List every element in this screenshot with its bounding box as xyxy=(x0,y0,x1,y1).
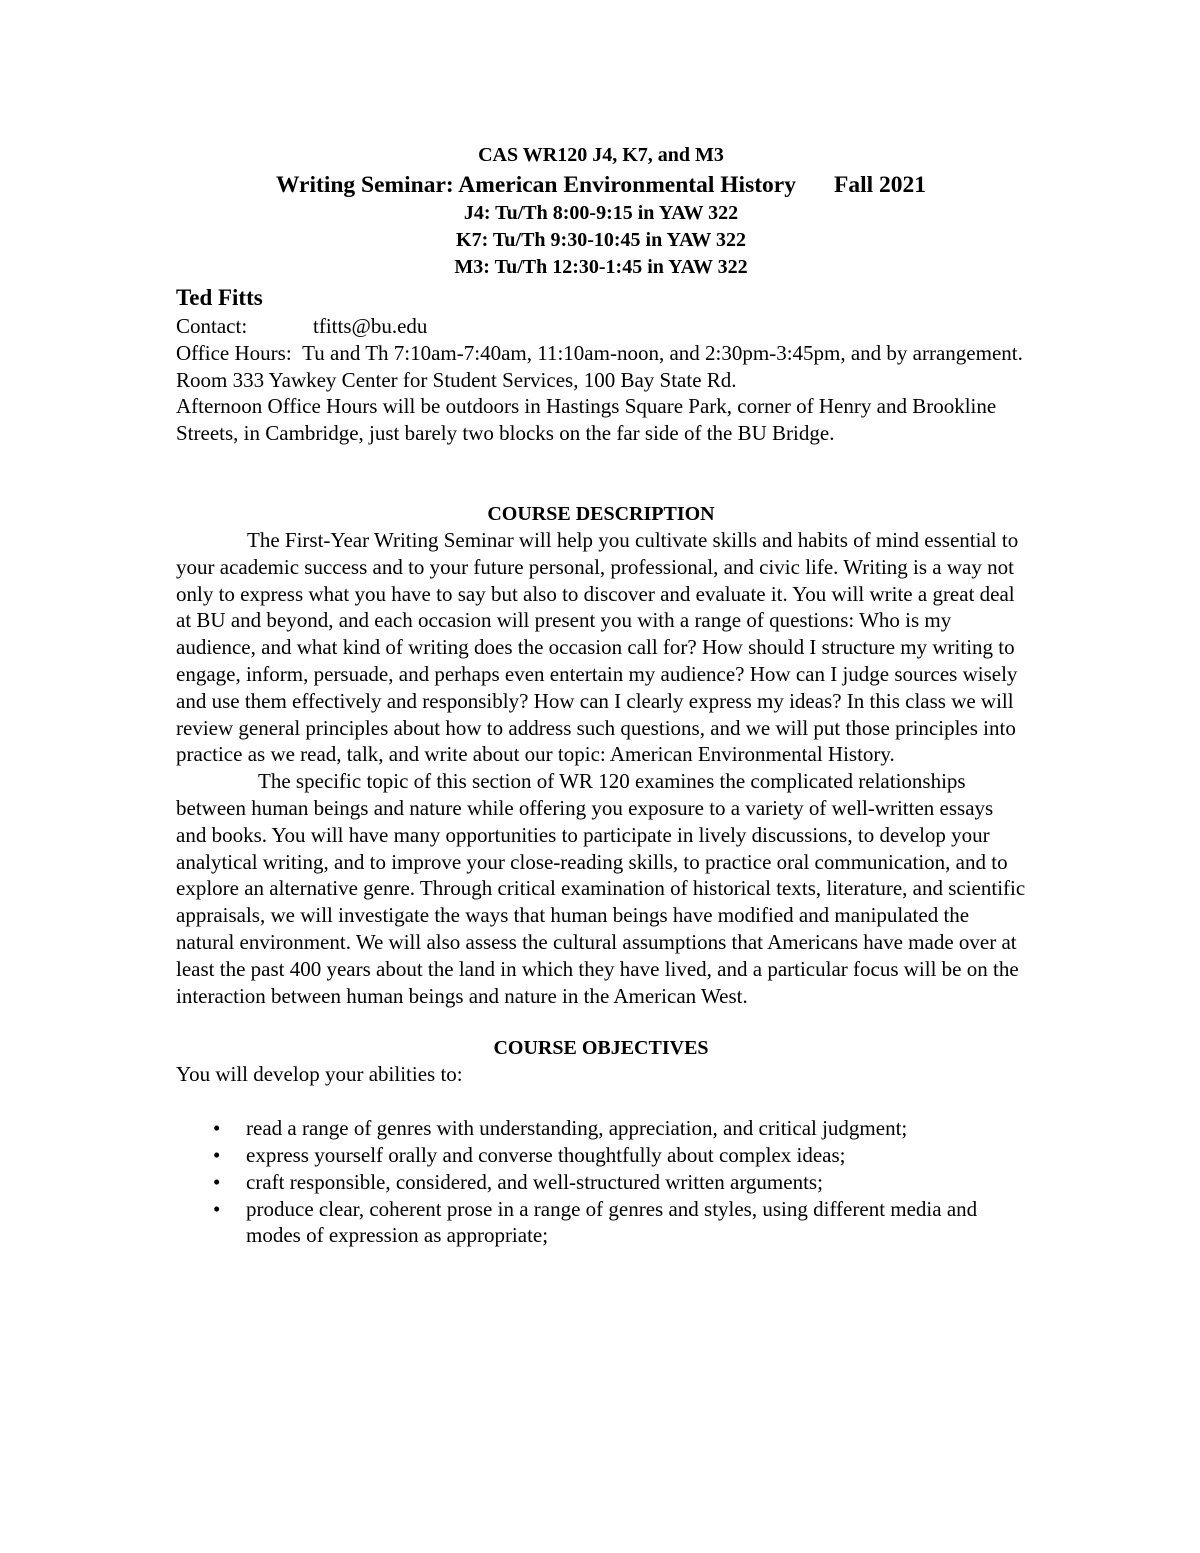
list-item xyxy=(176,1142,1026,1169)
course-objectives-heading: COURSE OBJECTIVES xyxy=(493,1037,709,1060)
afternoon-office-note: Afternoon Office Hours will be outdoors in Hastings Square Park, corner of Henry and Brookline Streets, in Cambridge, just barely two blocks on the far side of the BU Bridge. xyxy=(176,394,997,446)
course-description-heading: COURSE DESCRIPTION xyxy=(487,502,715,525)
office-hours-value: Tu and Th 7:10am-7:40am, 11:10am-noon, and 2:30pm-3:45pm, and by arrangement. xyxy=(302,340,1023,365)
section-k7: K7: Tu/Th 9:30-10:45 in YAW 322 xyxy=(456,229,746,251)
bullet-icon: • xyxy=(213,1142,221,1167)
seminar-title: Writing Seminar: American Environmental History xyxy=(275,172,796,198)
section-m3: M3: Tu/Th 12:30-1:45 in YAW 322 xyxy=(454,256,748,278)
contact-row xyxy=(176,313,1026,340)
office-hours-row xyxy=(176,340,1026,367)
list-item xyxy=(176,1196,1026,1250)
objective-text: produce clear, coherent prose in a range of genres and styles, using different media and modes of expression as appropriate; xyxy=(246,1196,978,1248)
spacer xyxy=(176,447,1026,501)
course-description-paragraph-1: The First-Year Writing Seminar will help you cultivate skills and habits of mind essential to your academic success and to your future personal, professional, and civic life. Writing is a way not only to express what you have to say but also to discover and evaluate it. You will write a great deal at BU and beyond, and each occasion will present you with a range of questions: Who is my audience, and what kind of writing does the occasion call for? How should I structure my writing to engage, inform, persuade, and perhaps even entertain my audience? How can I judge sources wisely and use them effectively and responsibly? How can I clearly express my ideas? In this class we will review general principles about how to address such questions, and we will put those principles into practice as we read, talk, and write about our topic: American Environmental History. xyxy=(176,527,1019,767)
course-description-paragraph-2: The specific topic of this section of WR 120 examines the complicated relationships between human beings and nature while offering you exposure to a variety of well-written essays and books. You will have many opportunities to participate in lively discussions, to develop your analytical writing, and to improve your close-reading skills, to practice oral communication, and to explore an alternative genre. Through critical examination of historical texts, literature, and scientific appraisals, we will investigate the ways that human beings have modified and manipulated the natural environment. We will also assess the cultural assumptions that Americans have made over at least the past 400 years about the land in which they have lived, and a particular focus will be on the interaction between human beings and nature in the American West. xyxy=(176,769,1026,1008)
seminar-title-line xyxy=(176,170,1026,200)
objectives-list xyxy=(176,1115,1026,1249)
bullet-icon: • xyxy=(213,1169,221,1194)
objective-text: craft responsible, considered, and well-structured written arguments; xyxy=(246,1169,823,1194)
office-hours-label: Office Hours: xyxy=(176,340,292,365)
section-j4: J4: Tu/Th 8:00-9:15 in YAW 322 xyxy=(463,202,739,224)
contact-label: Contact: xyxy=(176,314,248,338)
instructor-name: Ted Fitts xyxy=(176,285,263,310)
course-objectives-intro: You will develop your abilities to: xyxy=(176,1062,463,1087)
course-code: CAS WR120 J4, K7, and M3 xyxy=(478,144,724,166)
contact-email[interactable]: tfitts@bu.edu xyxy=(313,314,428,338)
syllabus-page xyxy=(176,140,1026,1249)
spacer xyxy=(176,1088,1026,1115)
bullet-icon: • xyxy=(213,1196,221,1221)
list-item xyxy=(176,1169,1026,1196)
bullet-icon: • xyxy=(213,1116,221,1141)
objective-text: express yourself orally and converse thoughtfully about complex ideas; xyxy=(246,1142,846,1167)
term: Fall 2021 xyxy=(833,172,927,198)
office-room: Room 333 Yawkey Center for Student Services, 100 Bay State Rd. xyxy=(176,367,737,392)
objective-text: read a range of genres with understanding, appreciation, and critical judgment; xyxy=(246,1116,908,1141)
spacer xyxy=(176,1009,1026,1035)
list-item xyxy=(176,1115,1026,1142)
